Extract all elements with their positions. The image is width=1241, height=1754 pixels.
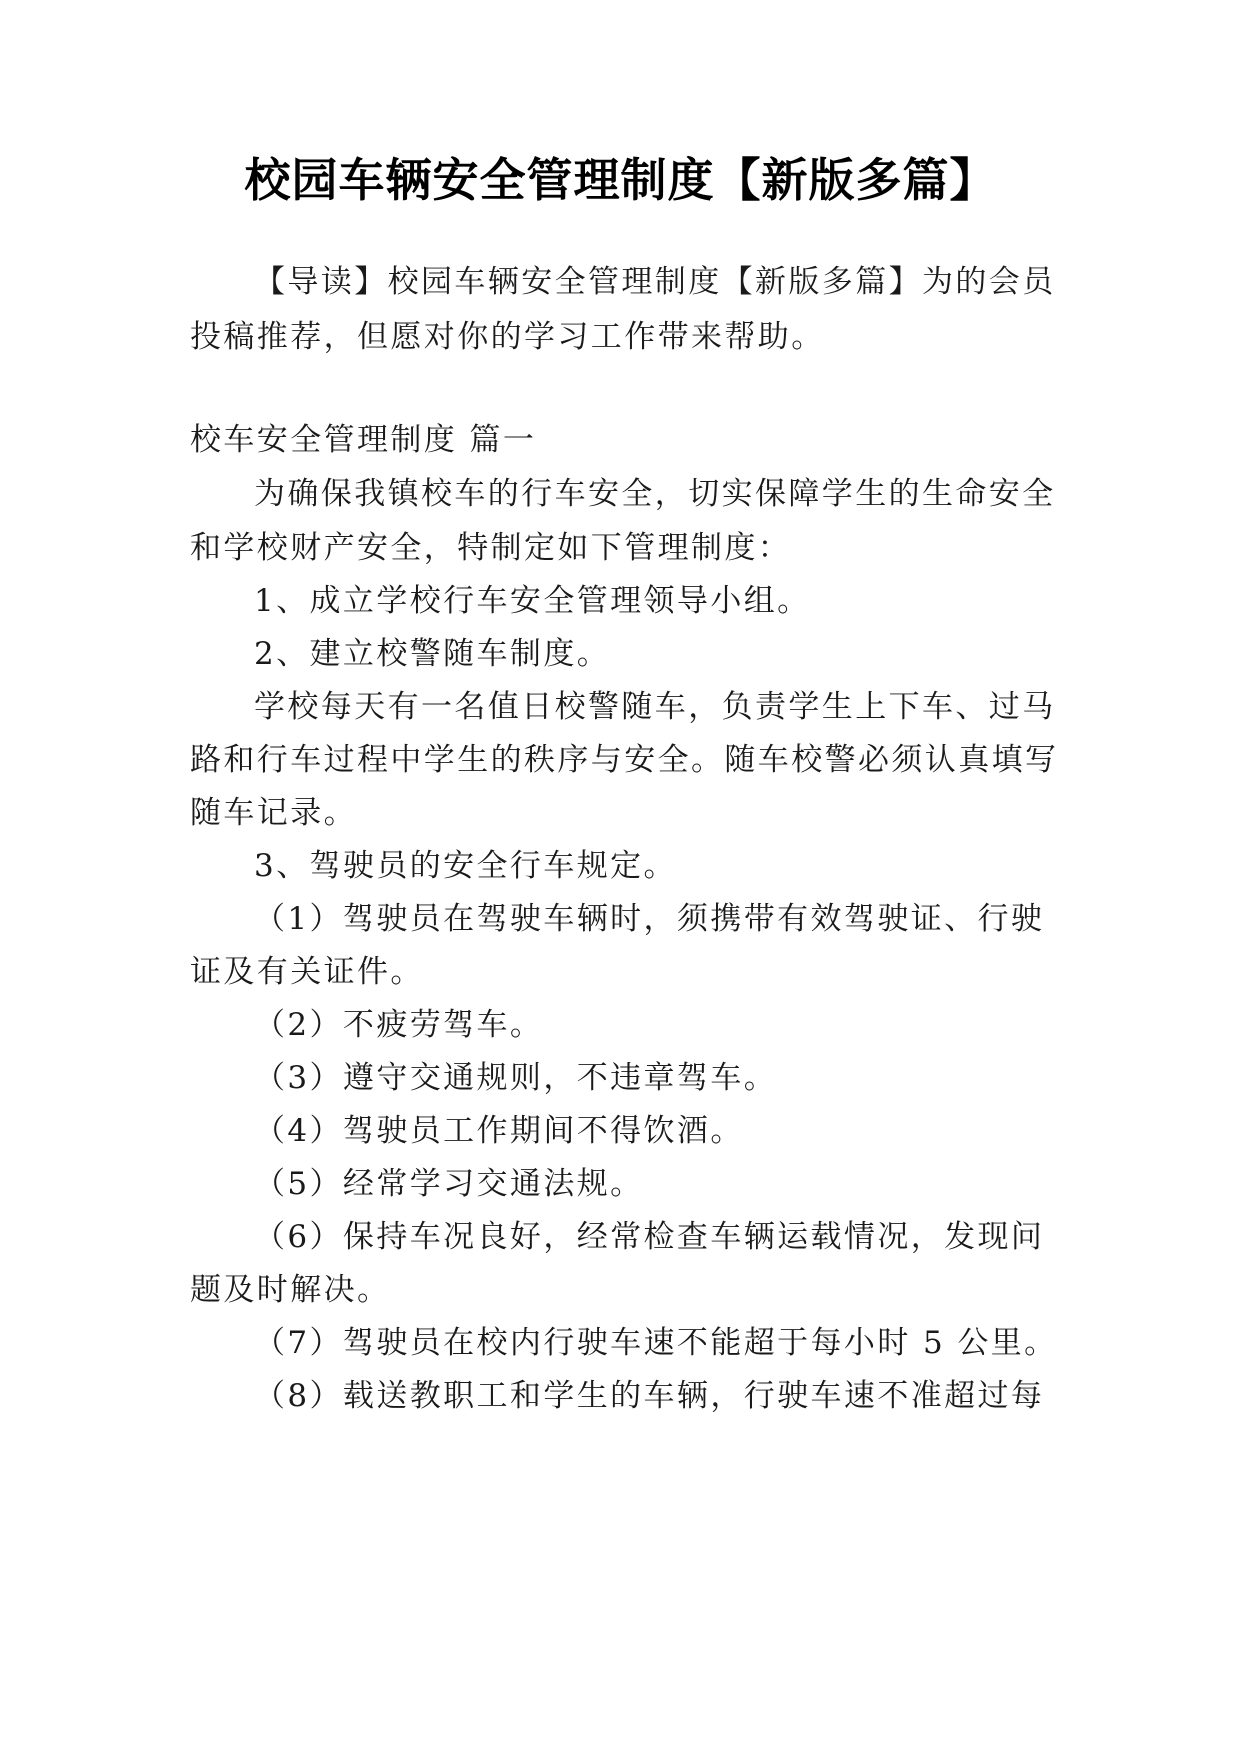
paragraph-line: 为确保我镇校车的行车安全，切实保障学生的生命安全 [254,476,1056,512]
paragraph-line: 题及时解决。 [190,1272,391,1308]
paragraph-line: 随车记录。 [190,795,357,831]
intro-line-1: 【导读】校园车辆安全管理制度【新版多篇】为的会员 [254,264,1056,300]
sub-list-item: （1）驾驶员在驾驶车辆时，须携带有效驾驶证、行驶 [254,901,1045,937]
paragraph-line: 证及有关证件。 [190,954,424,990]
sub-list-item: （6）保持车况良好，经常检查车辆运载情况，发现问 [254,1219,1045,1255]
sub-list-item: （3）遵守交通规则，不违章驾车。 [254,1060,778,1096]
section-heading: 校车安全管理制度 篇一 [190,422,537,458]
list-item: 3、驾驶员的安全行车规定。 [254,848,677,884]
intro-line-2: 投稿推荐，但愿对你的学习工作带来帮助。 [190,319,825,355]
document-title: 校园车辆安全管理制度【新版多篇】 [244,153,997,207]
paragraph-line: 学校每天有一名值日校警随车，负责学生上下车、过马 [254,689,1056,725]
sub-list-item: （5）经常学习交通法规。 [254,1166,644,1202]
sub-list-item: （7）驾驶员在校内行驶车速不能超于每小时 5 公里。 [254,1325,1058,1361]
paragraph-line: 和学校财产安全，特制定如下管理制度： [190,530,792,566]
paragraph-line: 路和行车过程中学生的秩序与安全。随车校警必须认真填写 [190,742,1059,778]
sub-list-item: （8）载送教职工和学生的车辆，行驶车速不准超过每 [254,1378,1045,1414]
list-item: 1、成立学校行车安全管理领导小组。 [254,583,811,619]
list-item: 2、建立校警随车制度。 [254,636,611,672]
sub-list-item: （4）驾驶员工作期间不得饮酒。 [254,1113,744,1149]
sub-list-item: （2）不疲劳驾车。 [254,1007,544,1043]
